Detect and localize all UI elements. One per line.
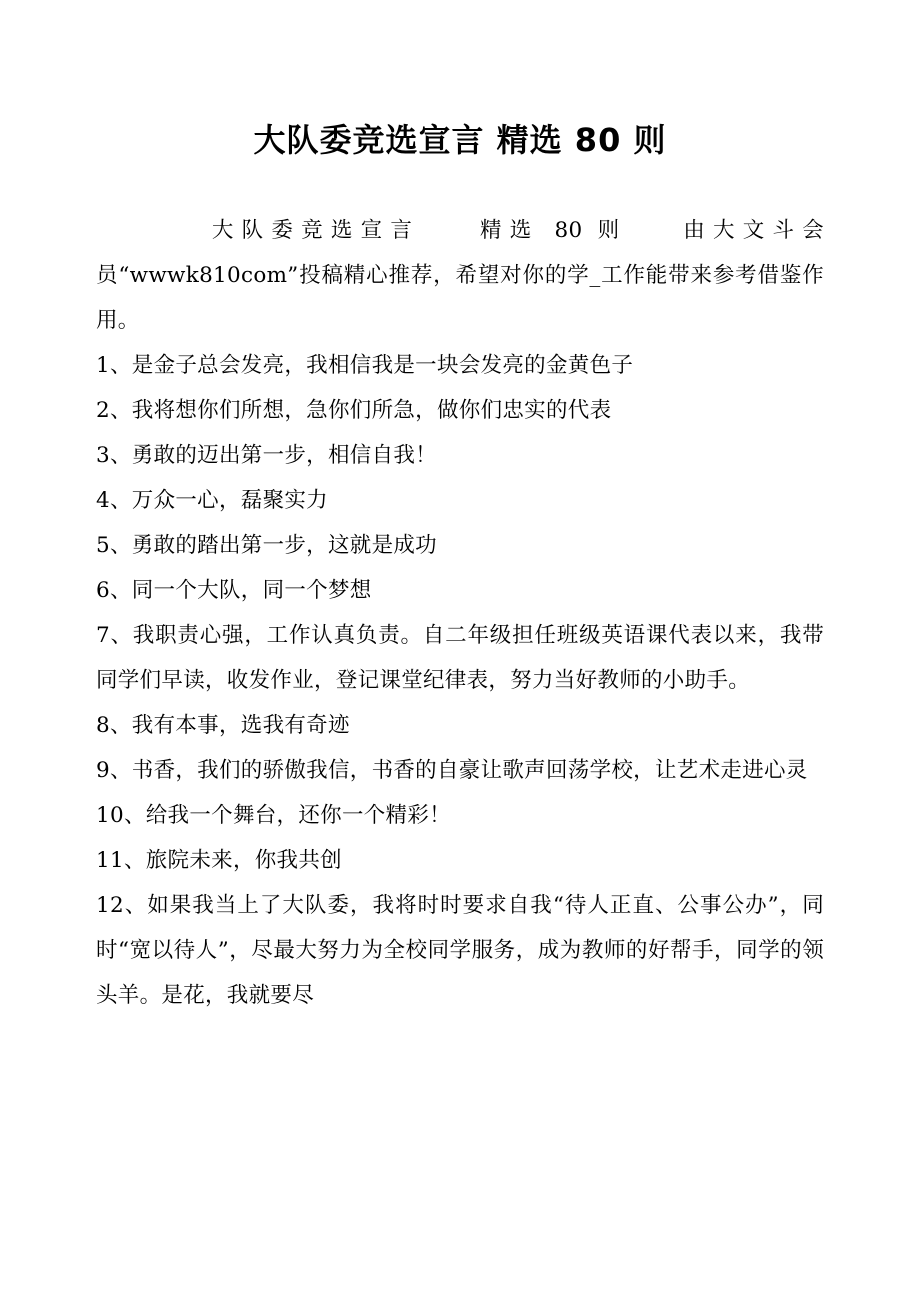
body-paragraph: 6、同一个大队，同一个梦想 bbox=[96, 577, 372, 603]
lead-part-2: 精选 80 则 bbox=[472, 217, 628, 243]
lead-part-4: “wwwk810com”投稿精心推荐，希望对你的学_工作能带来参考借鉴作用。 bbox=[96, 262, 824, 333]
body-paragraph: 12、如果我当上了大队委，我将时时要求自我“待人正直、公事公办”，同时“宽以待人”，尽最大努力为全校同学服务，成为教师的好帮手，同学的领头羊。是花，我就要尽 bbox=[96, 892, 824, 1008]
body-paragraph: 2、我将想你们所想，急你们所急，做你们忠实的代表 bbox=[96, 397, 612, 423]
body-paragraph: 8、我有本事，选我有奇迹 bbox=[96, 712, 350, 738]
document-body bbox=[96, 208, 824, 1018]
lead-paragraph bbox=[96, 208, 824, 343]
body-paragraph: 7、我职责心强，工作认真负责。自二年级担任班级英语课代表以来，我带同学们早读，收发作业，登记课堂纪律表，努力当好教师的小助手。 bbox=[96, 622, 824, 693]
body-paragraph: 10、给我一个舞台，还你一个精彩！ bbox=[96, 802, 451, 828]
body-paragraph: 11、旅院未来，你我共创 bbox=[96, 847, 342, 873]
body-paragraph: 1、是金子总会发亮，我相信我是一块会发亮的金黄色子 bbox=[96, 352, 634, 378]
lead-part-1: 大队委竞选宣言 bbox=[204, 217, 421, 243]
body-paragraph: 4、万众一心，磊聚实力 bbox=[96, 487, 328, 513]
page-title: 大队委竞选宣言 精选 80 则 bbox=[253, 121, 667, 159]
body-paragraph: 9、书香，我们的骄傲我信，书香的自豪让歌声回荡学校，让艺术走进心灵 bbox=[96, 757, 808, 783]
body-paragraph: 5、勇敢的踏出第一步，这就是成功 bbox=[96, 532, 437, 558]
body-paragraph: 3、勇敢的迈出第一步，相信自我！ bbox=[96, 442, 437, 468]
lead-part-3: 由大文斗会员 bbox=[96, 217, 824, 288]
